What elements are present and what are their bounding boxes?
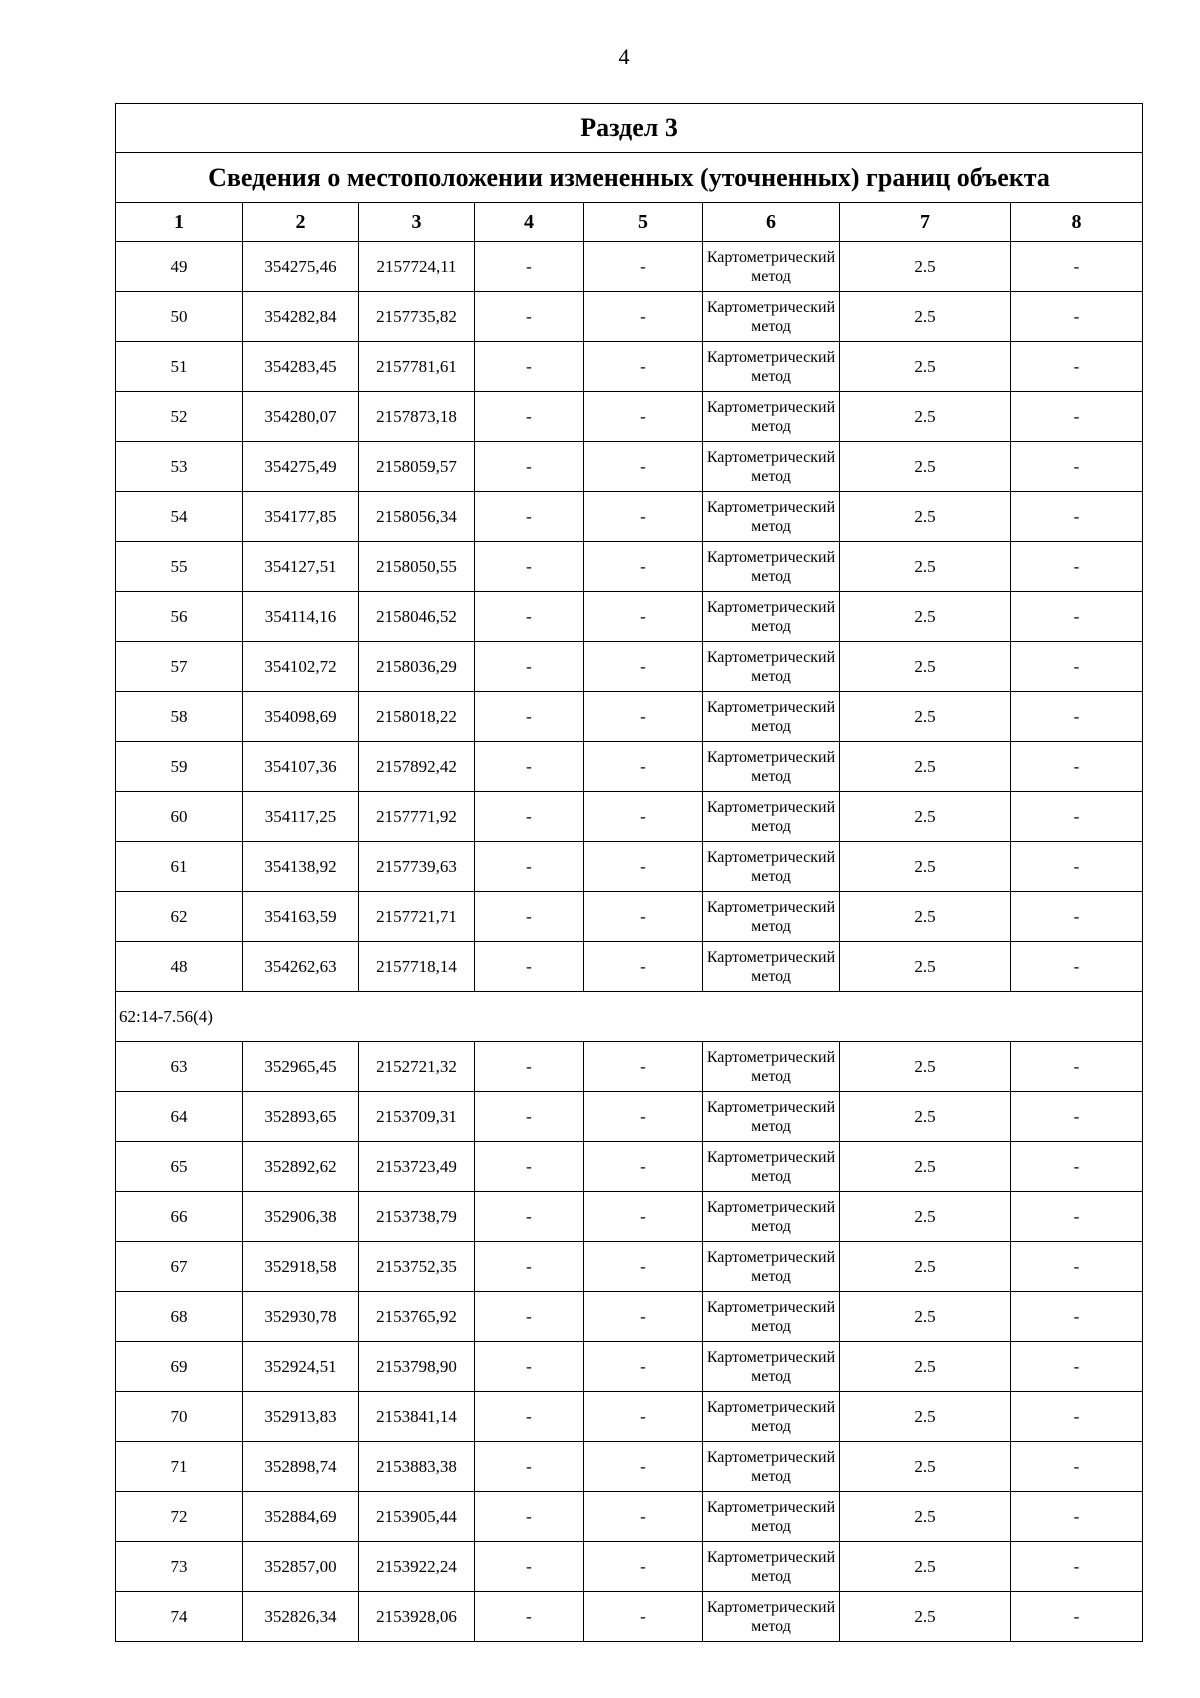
table-row	[116, 1392, 1143, 1442]
table-cell-col-3: 2157892,42	[359, 742, 475, 792]
table-cell-col-6: Картометрический метод	[703, 1492, 840, 1542]
table-cell-col-5: -	[584, 1142, 703, 1192]
table-cell-col-6: Картометрический метод	[703, 1142, 840, 1192]
table-cell-col-1: 66	[116, 1192, 243, 1242]
table-row	[116, 842, 1143, 892]
table-cell-col-5: -	[584, 1392, 703, 1442]
table-cell-col-5: -	[584, 592, 703, 642]
table-cell-col-3: 2153752,35	[359, 1242, 475, 1292]
table-cell-col-7: 2.5	[840, 1542, 1011, 1592]
table-cell-col-2: 354107,36	[243, 742, 359, 792]
table-cell-col-3: 2158056,34	[359, 492, 475, 542]
table-cell-col-8: -	[1011, 1392, 1143, 1442]
table-cell-col-7: 2.5	[840, 1292, 1011, 1342]
table-cell-col-8: -	[1011, 642, 1143, 692]
table-cell-col-6: Картометрический метод	[703, 1592, 840, 1642]
table-cell-col-4: -	[475, 392, 584, 442]
table-cell-col-7: 2.5	[840, 1192, 1011, 1242]
table-cell-col-8: -	[1011, 1142, 1143, 1192]
table-cell-col-1: 65	[116, 1142, 243, 1192]
table-cell-col-6: Картометрический метод	[703, 1392, 840, 1442]
table-cell-col-4: -	[475, 1342, 584, 1392]
table-cell-col-4: -	[475, 1542, 584, 1592]
table-cell-col-1: 71	[116, 1442, 243, 1492]
table-cell-col-7: 2.5	[840, 792, 1011, 842]
table-cell-col-2: 354275,46	[243, 242, 359, 292]
table-cell-col-4: -	[475, 792, 584, 842]
table-cell-col-7: 2.5	[840, 392, 1011, 442]
table-cell-col-2: 354098,69	[243, 692, 359, 742]
table-row	[116, 1042, 1143, 1092]
table-cell-col-7: 2.5	[840, 1092, 1011, 1142]
table-cell-col-7: 2.5	[840, 692, 1011, 742]
table-cell-col-8: -	[1011, 442, 1143, 492]
table-cell-col-7: 2.5	[840, 942, 1011, 992]
column-header-1: 1	[116, 203, 243, 242]
table-row	[116, 1442, 1143, 1492]
table-row	[116, 892, 1143, 942]
table-cell-col-2: 354283,45	[243, 342, 359, 392]
table-cell-col-6: Картометрический метод	[703, 692, 840, 742]
table-cell-col-4: -	[475, 1192, 584, 1242]
table-cell-col-5: -	[584, 392, 703, 442]
table-cell-col-8: -	[1011, 1542, 1143, 1592]
table-row	[116, 692, 1143, 742]
table-cell-col-7: 2.5	[840, 1042, 1011, 1092]
table-cell-col-5: -	[584, 492, 703, 542]
table-cell-col-3: 2153723,49	[359, 1142, 475, 1192]
table-cell-col-1: 54	[116, 492, 243, 542]
table-row	[116, 642, 1143, 692]
table-cell-col-7: 2.5	[840, 542, 1011, 592]
table-cell-col-3: 2152721,32	[359, 1042, 475, 1092]
table-cell-col-5: -	[584, 742, 703, 792]
table-row	[116, 742, 1143, 792]
table-cell-col-6: Картометрический метод	[703, 1192, 840, 1242]
table-cell-col-4: -	[475, 342, 584, 392]
section-title: Раздел 3	[116, 104, 1143, 153]
table-cell-col-4: -	[475, 892, 584, 942]
table-cell-col-4: -	[475, 942, 584, 992]
table-cell-col-6: Картометрический метод	[703, 1342, 840, 1392]
table-cell-col-5: -	[584, 1342, 703, 1392]
column-header-2: 2	[243, 203, 359, 242]
table-cell-col-3: 2157873,18	[359, 392, 475, 442]
table-row	[116, 542, 1143, 592]
table-cell-col-5: -	[584, 892, 703, 942]
table-cell-col-3: 2158018,22	[359, 692, 475, 742]
table-cell-col-2: 352898,74	[243, 1442, 359, 1492]
table-cell-col-3: 2158036,29	[359, 642, 475, 692]
table-cell-col-8: -	[1011, 1342, 1143, 1392]
table-cell-col-6: Картометрический метод	[703, 892, 840, 942]
table-row	[116, 1192, 1143, 1242]
table-cell-col-4: -	[475, 1392, 584, 1442]
section-subtitle: Сведения о местоположении измененных (уточненных) границ объекта	[116, 153, 1143, 203]
table-cell-col-7: 2.5	[840, 492, 1011, 542]
table-cell-col-1: 70	[116, 1392, 243, 1442]
table-cell-col-7: 2.5	[840, 892, 1011, 942]
table-cell-col-6: Картометрический метод	[703, 542, 840, 592]
table-cell-col-8: -	[1011, 242, 1143, 292]
table-cell-col-4: -	[475, 1092, 584, 1142]
table-cell-col-8: -	[1011, 1292, 1143, 1342]
table-cell-col-5: -	[584, 1092, 703, 1142]
table-cell-col-5: -	[584, 1592, 703, 1642]
table-cell-col-1: 52	[116, 392, 243, 442]
table-cell-col-4: -	[475, 592, 584, 642]
table-cell-col-7: 2.5	[840, 592, 1011, 642]
group-label-row	[116, 992, 1143, 1042]
table-cell-col-2: 352965,45	[243, 1042, 359, 1092]
table-cell-col-7: 2.5	[840, 342, 1011, 392]
table-cell-col-4: -	[475, 242, 584, 292]
table-cell-col-6: Картометрический метод	[703, 742, 840, 792]
table-cell-col-3: 2157771,92	[359, 792, 475, 842]
table-cell-col-8: -	[1011, 692, 1143, 742]
table-cell-col-7: 2.5	[840, 1442, 1011, 1492]
table-cell-col-1: 73	[116, 1542, 243, 1592]
table-cell-col-7: 2.5	[840, 842, 1011, 892]
table-cell-col-6: Картометрический метод	[703, 842, 840, 892]
column-header-5: 5	[584, 203, 703, 242]
table-row	[116, 942, 1143, 992]
table-row	[116, 1542, 1143, 1592]
table-cell-col-2: 352924,51	[243, 1342, 359, 1392]
table-cell-col-1: 72	[116, 1492, 243, 1542]
table-cell-col-4: -	[475, 542, 584, 592]
table-cell-col-6: Картометрический метод	[703, 392, 840, 442]
table-cell-col-3: 2153798,90	[359, 1342, 475, 1392]
table-cell-col-6: Картометрический метод	[703, 1442, 840, 1492]
table-cell-col-8: -	[1011, 792, 1143, 842]
table-cell-col-6: Картометрический метод	[703, 642, 840, 692]
column-header-8: 8	[1011, 203, 1143, 242]
table-cell-col-3: 2158059,57	[359, 442, 475, 492]
table-cell-col-5: -	[584, 942, 703, 992]
table-cell-col-5: -	[584, 1542, 703, 1592]
table-cell-col-7: 2.5	[840, 1342, 1011, 1392]
table-cell-col-1: 64	[116, 1092, 243, 1142]
table-cell-col-3: 2153738,79	[359, 1192, 475, 1242]
table-cell-col-3: 2157721,71	[359, 892, 475, 942]
table-cell-col-6: Картометрический метод	[703, 1042, 840, 1092]
table-cell-col-2: 352930,78	[243, 1292, 359, 1342]
table-cell-col-5: -	[584, 1242, 703, 1292]
table-cell-col-4: -	[475, 692, 584, 742]
table-cell-col-3: 2153922,24	[359, 1542, 475, 1592]
table-cell-col-8: -	[1011, 1592, 1143, 1642]
table-row	[116, 1292, 1143, 1342]
table-cell-col-1: 50	[116, 292, 243, 342]
table-cell-col-2: 352918,58	[243, 1242, 359, 1292]
table-cell-col-5: -	[584, 1442, 703, 1492]
table-cell-col-2: 354163,59	[243, 892, 359, 942]
column-header-6: 6	[703, 203, 840, 242]
table-cell-col-7: 2.5	[840, 1592, 1011, 1642]
table-cell-col-5: -	[584, 1192, 703, 1242]
table-row	[116, 1492, 1143, 1542]
table-cell-col-4: -	[475, 292, 584, 342]
table-cell-col-3: 2158050,55	[359, 542, 475, 592]
table-cell-col-1: 60	[116, 792, 243, 842]
table-cell-col-8: -	[1011, 542, 1143, 592]
table-cell-col-2: 352906,38	[243, 1192, 359, 1242]
table-cell-col-3: 2157735,82	[359, 292, 475, 342]
table-cell-col-2: 352857,00	[243, 1542, 359, 1592]
table-cell-col-7: 2.5	[840, 1392, 1011, 1442]
table-cell-col-7: 2.5	[840, 742, 1011, 792]
table-cell-col-3: 2153765,92	[359, 1292, 475, 1342]
table-cell-col-6: Картометрический метод	[703, 342, 840, 392]
table-cell-col-1: 68	[116, 1292, 243, 1342]
table-cell-col-1: 58	[116, 692, 243, 742]
coordinates-table	[115, 103, 1143, 1642]
table-cell-col-3: 2157724,11	[359, 242, 475, 292]
table-cell-col-6: Картометрический метод	[703, 492, 840, 542]
table-cell-col-2: 354138,92	[243, 842, 359, 892]
table-cell-col-8: -	[1011, 1042, 1143, 1092]
table-cell-col-8: -	[1011, 842, 1143, 892]
table-cell-col-5: -	[584, 792, 703, 842]
table-cell-col-8: -	[1011, 292, 1143, 342]
table-cell-col-4: -	[475, 1592, 584, 1642]
table-cell-col-2: 352892,62	[243, 1142, 359, 1192]
table-cell-col-3: 2153841,14	[359, 1392, 475, 1442]
table-cell-col-1: 61	[116, 842, 243, 892]
table-cell-col-2: 352893,65	[243, 1092, 359, 1142]
table-cell-col-2: 354114,16	[243, 592, 359, 642]
table-row	[116, 242, 1143, 292]
table-cell-col-1: 49	[116, 242, 243, 292]
table-row	[116, 492, 1143, 542]
table-cell-col-8: -	[1011, 342, 1143, 392]
table-cell-col-8: -	[1011, 1092, 1143, 1142]
table-cell-col-6: Картометрический метод	[703, 1542, 840, 1592]
table-cell-col-4: -	[475, 842, 584, 892]
table-cell-col-3: 2153883,38	[359, 1442, 475, 1492]
table-cell-col-2: 354262,63	[243, 942, 359, 992]
table-cell-col-3: 2157781,61	[359, 342, 475, 392]
table-cell-col-5: -	[584, 692, 703, 742]
table-cell-col-5: -	[584, 442, 703, 492]
table-cell-col-7: 2.5	[840, 1492, 1011, 1542]
table-cell-col-1: 74	[116, 1592, 243, 1642]
table-cell-col-6: Картометрический метод	[703, 442, 840, 492]
table-cell-col-8: -	[1011, 1492, 1143, 1542]
table-row	[116, 1092, 1143, 1142]
table-cell-col-4: -	[475, 1492, 584, 1542]
table-cell-col-1: 62	[116, 892, 243, 942]
table-cell-col-4: -	[475, 1292, 584, 1342]
table-cell-col-5: -	[584, 292, 703, 342]
table-row	[116, 442, 1143, 492]
table-row	[116, 342, 1143, 392]
table-cell-col-3: 2157739,63	[359, 842, 475, 892]
table-cell-col-7: 2.5	[840, 642, 1011, 692]
column-header-row	[116, 203, 1143, 242]
table-cell-col-1: 59	[116, 742, 243, 792]
table-cell-col-1: 48	[116, 942, 243, 992]
table-cell-col-4: -	[475, 1242, 584, 1292]
table-cell-col-4: -	[475, 1142, 584, 1192]
table-cell-col-5: -	[584, 1042, 703, 1092]
table-cell-col-7: 2.5	[840, 442, 1011, 492]
table-cell-col-4: -	[475, 1042, 584, 1092]
table-cell-col-8: -	[1011, 392, 1143, 442]
table-cell-col-1: 57	[116, 642, 243, 692]
table-cell-col-8: -	[1011, 1242, 1143, 1292]
column-header-7: 7	[840, 203, 1011, 242]
table-cell-col-8: -	[1011, 492, 1143, 542]
table-row	[116, 292, 1143, 342]
table-cell-col-7: 2.5	[840, 1242, 1011, 1292]
table-cell-col-5: -	[584, 242, 703, 292]
table-row	[116, 1592, 1143, 1642]
table-cell-col-5: -	[584, 642, 703, 692]
column-header-3: 3	[359, 203, 475, 242]
table-cell-col-2: 352913,83	[243, 1392, 359, 1442]
table-cell-col-4: -	[475, 442, 584, 492]
table-row	[116, 1342, 1143, 1392]
table-cell-col-3: 2153709,31	[359, 1092, 475, 1142]
table-cell-col-7: 2.5	[840, 242, 1011, 292]
table-cell-col-5: -	[584, 1492, 703, 1542]
table-row	[116, 392, 1143, 442]
table-cell-col-2: 354280,07	[243, 392, 359, 442]
table-cell-col-2: 352884,69	[243, 1492, 359, 1542]
table-cell-col-6: Картометрический метод	[703, 1092, 840, 1142]
table-cell-col-2: 354282,84	[243, 292, 359, 342]
table-cell-col-6: Картометрический метод	[703, 792, 840, 842]
table-cell-col-3: 2158046,52	[359, 592, 475, 642]
table-cell-col-4: -	[475, 1442, 584, 1492]
table-cell-col-5: -	[584, 342, 703, 392]
table-cell-col-5: -	[584, 1292, 703, 1342]
table-cell-col-2: 354102,72	[243, 642, 359, 692]
table-cell-col-3: 2157718,14	[359, 942, 475, 992]
table-cell-col-7: 2.5	[840, 1142, 1011, 1192]
table-cell-col-6: Картометрический метод	[703, 242, 840, 292]
table-cell-col-6: Картометрический метод	[703, 292, 840, 342]
table-cell-col-3: 2153928,06	[359, 1592, 475, 1642]
table-cell-col-2: 354177,85	[243, 492, 359, 542]
table-cell-col-1: 63	[116, 1042, 243, 1092]
table-cell-col-8: -	[1011, 1192, 1143, 1242]
table-cell-col-1: 67	[116, 1242, 243, 1292]
table-row	[116, 1242, 1143, 1292]
table-cell-col-8: -	[1011, 892, 1143, 942]
table-cell-col-7: 2.5	[840, 292, 1011, 342]
column-header-4: 4	[475, 203, 584, 242]
table-cell-col-5: -	[584, 842, 703, 892]
group-label: 62:14-7.56(4)	[116, 992, 1143, 1042]
table-cell-col-6: Картометрический метод	[703, 1292, 840, 1342]
table-cell-col-1: 56	[116, 592, 243, 642]
table-cell-col-6: Картометрический метод	[703, 592, 840, 642]
table-cell-col-2: 352826,34	[243, 1592, 359, 1642]
table-cell-col-6: Картометрический метод	[703, 1242, 840, 1292]
table-row	[116, 592, 1143, 642]
table-cell-col-2: 354117,25	[243, 792, 359, 842]
table-cell-col-1: 51	[116, 342, 243, 392]
table-cell-col-3: 2153905,44	[359, 1492, 475, 1542]
table-cell-col-4: -	[475, 642, 584, 692]
table-cell-col-4: -	[475, 492, 584, 542]
table-cell-col-8: -	[1011, 742, 1143, 792]
table-cell-col-2: 354275,49	[243, 442, 359, 492]
page-number: 4	[618, 44, 630, 69]
table-cell-col-2: 354127,51	[243, 542, 359, 592]
table-row	[116, 792, 1143, 842]
table-cell-col-1: 55	[116, 542, 243, 592]
table-cell-col-8: -	[1011, 592, 1143, 642]
table-row	[116, 1142, 1143, 1192]
table-cell-col-4: -	[475, 742, 584, 792]
table-cell-col-1: 53	[116, 442, 243, 492]
table-cell-col-8: -	[1011, 1442, 1143, 1492]
table-cell-col-1: 69	[116, 1342, 243, 1392]
table-cell-col-5: -	[584, 542, 703, 592]
table-cell-col-6: Картометрический метод	[703, 942, 840, 992]
table-cell-col-8: -	[1011, 942, 1143, 992]
